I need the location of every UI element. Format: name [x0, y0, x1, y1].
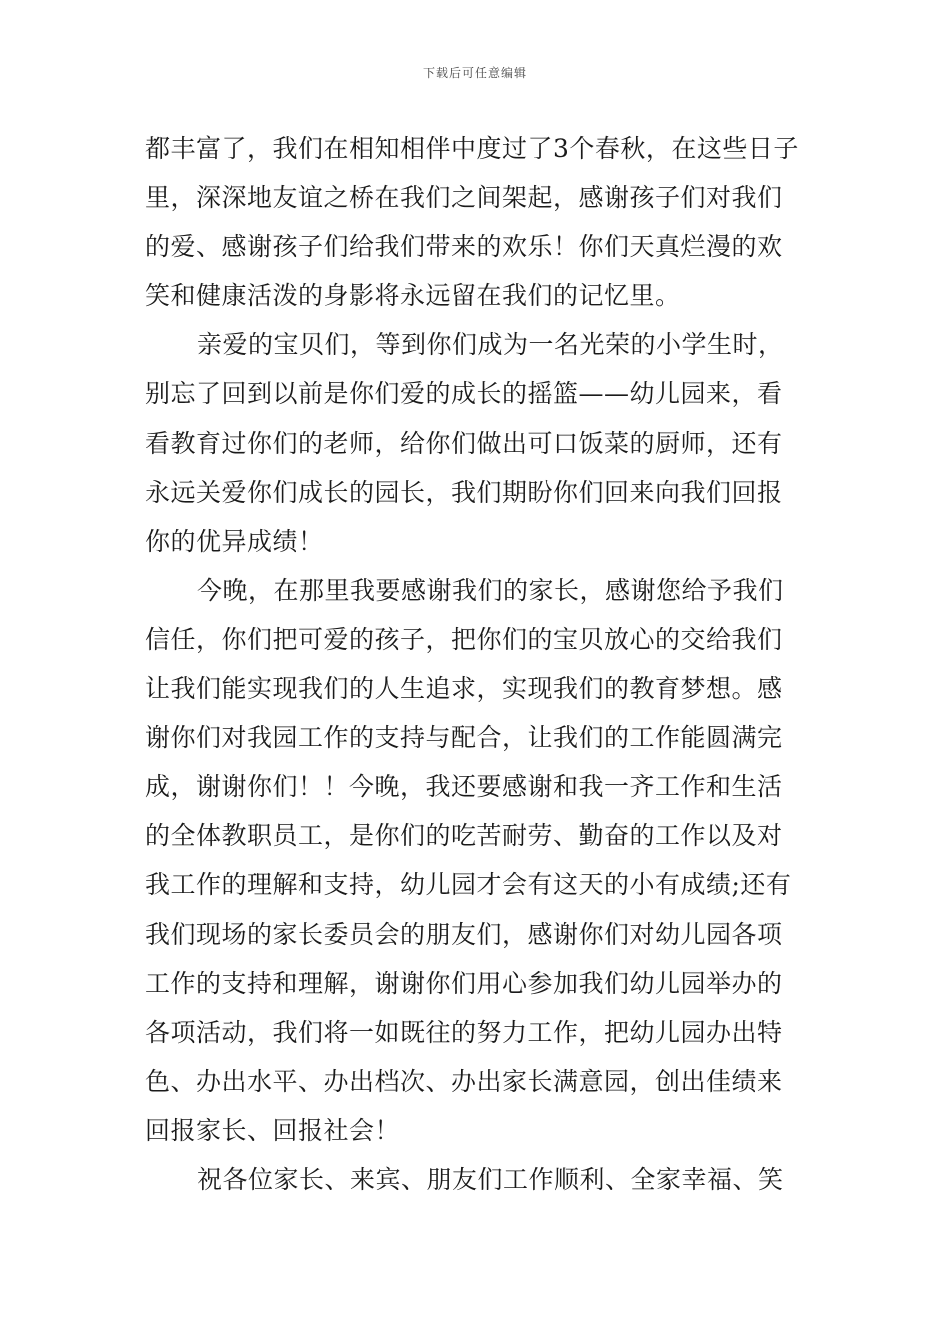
text-line: 今晚，在那里我要感谢我们的家长，感谢您给予我们: [197, 575, 784, 605]
text-line: 里，深深地友谊之桥在我们之间架起，感谢孩子们对我们: [145, 183, 783, 213]
text-line: 让我们能实现我们的人生追求，实现我们的教育梦想。感: [145, 674, 783, 704]
text-line: 我们现场的家长委员会的朋友们，感谢你们对幼儿园各项: [145, 919, 783, 949]
paragraph-1: [145, 124, 810, 320]
text-line: 祝各位家长、来宾、朋友们工作顺利、全家幸福、笑: [197, 1164, 784, 1194]
text-line: 永远关爱你们成长的园长，我们期盼你们回来向我们回报: [145, 477, 783, 507]
text-line: 的全体教职员工，是你们的吃苦耐劳、勤奋的工作以及对: [145, 821, 783, 851]
text-line: 你的优异成绩！: [145, 526, 324, 556]
page-header: 下载后可任意编辑: [422, 66, 527, 80]
text-line: 都丰富了，我们在相知相伴中度过了3个春秋，在这些日子: [145, 134, 799, 163]
text-line: 信任，你们把可爱的孩子，把你们的宝贝放心的交给我们: [145, 624, 783, 654]
paragraph-4: [145, 1155, 810, 1204]
text-line: 谢你们对我园工作的支持与配合，让我们的工作能圆满完: [145, 723, 783, 753]
text-line: 各项活动，我们将一如既往的努力工作，把幼儿园办出特: [145, 1017, 783, 1047]
text-line: 看教育过你们的老师，给你们做出可口饭菜的厨师，还有: [145, 428, 783, 458]
text-line: 成，谢谢你们！！今晚，我还要感谢和我一齐工作和生活: [145, 772, 783, 802]
paragraph-3: [145, 566, 810, 1155]
text-line: 笑和健康活泼的身影将永远留在我们的记忆里。: [145, 281, 681, 311]
text-line: 别忘了回到以前是你们爱的成长的摇篮——幼儿园来，看: [145, 379, 783, 409]
text-line: 的爱、感谢孩子们给我们带来的欢乐！你们天真烂漫的欢: [145, 232, 783, 262]
text-line: 工作的支持和理解，谢谢你们用心参加我们幼儿园举办的: [145, 968, 783, 998]
text-line: 我工作的理解和支持，幼儿园才会有这天的小有成绩;还有: [145, 870, 792, 900]
text-line: 色、办出水平、办出档次、办出家长满意园，创出佳绩来: [145, 1066, 783, 1096]
text-line: 回报家长、回报社会！: [145, 1115, 401, 1145]
text-line: 亲爱的宝贝们，等到你们成为一名光荣的小学生时，: [197, 330, 784, 360]
document-body: [145, 124, 810, 1204]
paragraph-2: [145, 320, 810, 565]
